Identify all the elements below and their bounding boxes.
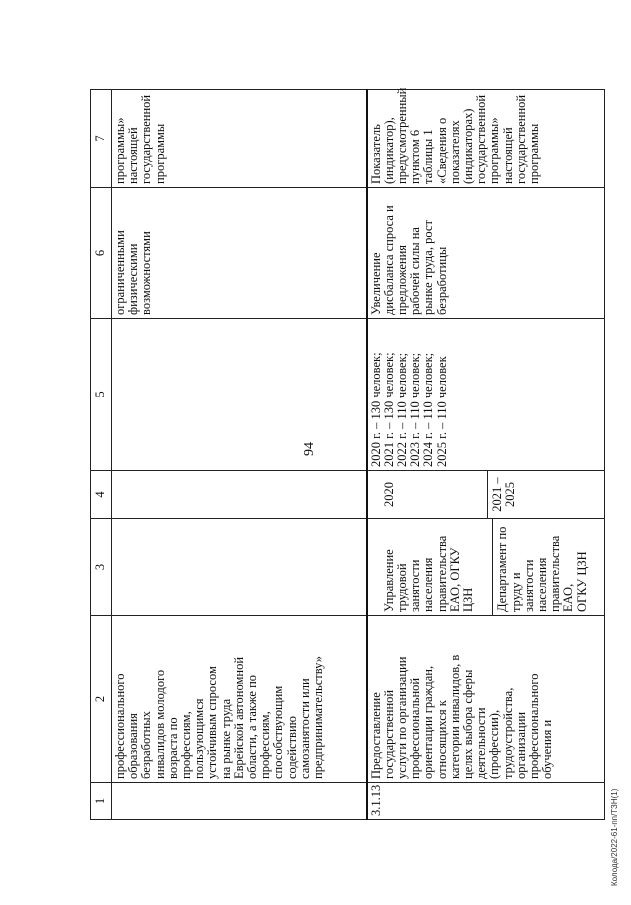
rotated-table-container [90,87,589,820]
header-col-2: 2 [91,616,112,783]
cell-expected-result [112,319,367,471]
cell-indicator-link: Показатель (индикатор), предусмотренный пунктом 6 таблицы 1 «Сведения о показателях (индикаторах) государственной программы» настоящей государственной программы [367,90,605,188]
executor-2020: Управление трудовой занятости населения правительства ЕАО, ОГКУ ЦЗН [381,535,475,612]
executor-2021-2025: Департамент по труду и занятости населения правительства ЕАО, ОГКУ ЦЗН [492,519,588,615]
cell-executor [112,519,367,616]
cell-number: 3.1.13 [367,783,605,820]
header-col-5: 5 [91,319,112,471]
header-col-7: 7 [91,90,112,188]
cell-measure-name: профессионального образования безработных инвалидов молодого возраста по профессиям, пользующимся устойчивым спросом на рынке труда Еврейской автономной области, а также по профессиям, способствующим содействию самозанятости или предпринимательству» [112,616,367,783]
cell-period [367,471,605,519]
header-col-1: 1 [91,783,112,820]
program-measures-table [90,89,605,820]
rotated-table [90,87,589,820]
period-2021-2025: 2021 – 2025 [487,471,517,518]
header-row [91,90,112,820]
cell-expected-result: 2020 г. – 130 человек; 2021 г. – 130 человек; 2022 г. – 110 человек; 2023 г. – 110 человек; 2024 г. – 110 человек; 2025 г. – 110 человек [367,319,605,471]
cell-period [112,471,367,519]
period-2020: 2020 [381,482,396,507]
header-col-4: 4 [91,471,112,519]
cell-indicator-link: программы» настоящей государственной программы [112,90,367,188]
cell-executor [367,519,605,616]
document-code: Колода/2022-61-пп/ТЗН(1) [610,788,619,886]
page-number: 94 [302,442,317,456]
header-col-3: 3 [91,519,112,616]
table-row-continued [112,90,367,820]
cell-measure-name: Предоставление государственной услуги по организации профессиональной ориентации граждан, относящихся к категории инвалидов, в целях выбора сферы деятельности (профессии), трудоустройства, организации профессионального обучения и [367,616,605,783]
header-col-6: 6 [91,188,112,319]
cell-consequences: ограниченными физическими возможностями [112,188,367,319]
cell-consequences: Увеличение дисбаланса спроса и предложения рабочей силы на рынке труда, рост безработицы [367,188,605,319]
cell-number [112,783,367,820]
table-row-3-1-13 [367,90,605,820]
